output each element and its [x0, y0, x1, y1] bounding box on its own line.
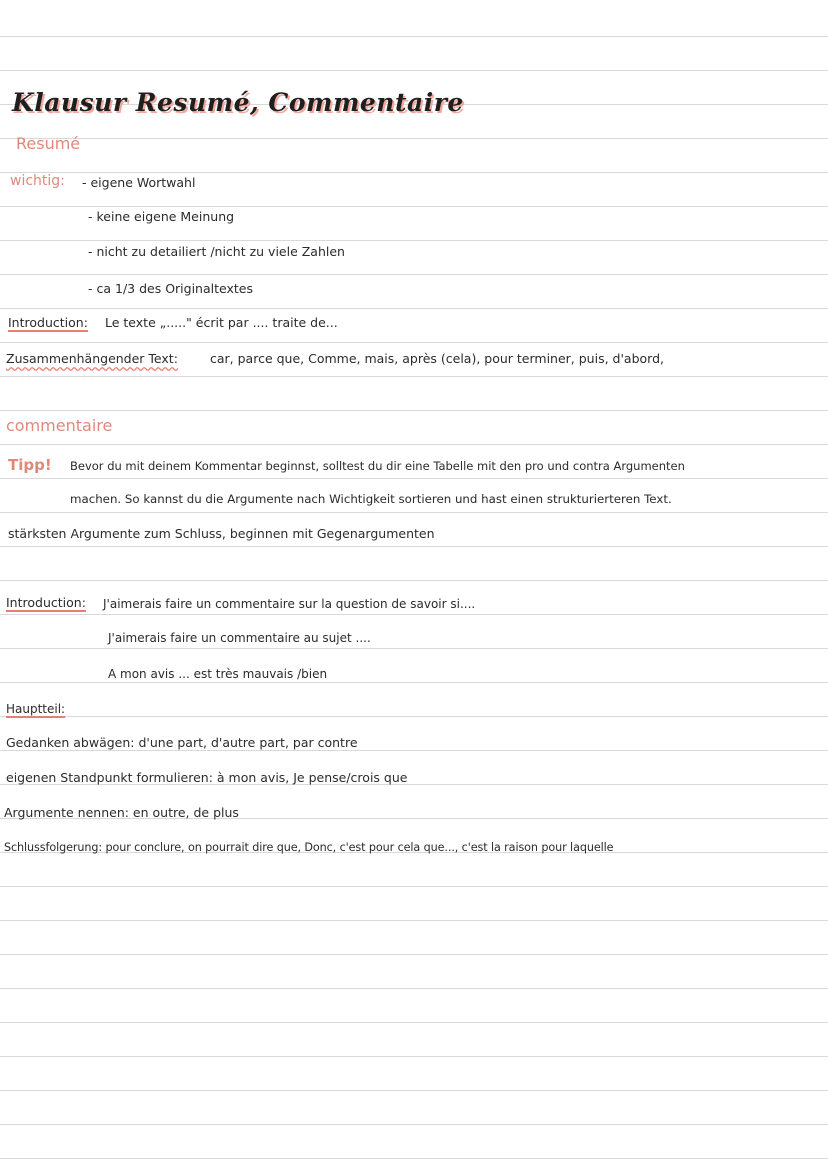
tipp-line-3: stärksten Argumente zum Schluss, beginnen mit Gegenargumenten [8, 526, 435, 541]
hauptteil-line-1: Gedanken abwägen: d'une part, d'autre part, par contre [6, 735, 358, 750]
tipp-line-2: machen. So kannst du die Argumente nach Wichtigkeit sortieren und hast einen strukturierteren Text. [70, 492, 672, 506]
resume-intro-text: Le texte „....." écrit par .... traite de... [105, 315, 338, 330]
resume-item-1: - eigene Wortwahl [82, 175, 196, 190]
resume-intro-label: Introduction: [8, 315, 88, 330]
resume-item-4: - ca 1/3 des Originaltextes [88, 281, 253, 296]
zusammenhaengender-text-words: car, parce que, Comme, mais, après (cela), pour terminer, puis, d'abord, [210, 351, 664, 366]
hauptteil-line-4: Schlussfolgerung: pour conclure, on pourrait dire que, Donc, c'est pour cela que..., c'est la raison pour laquelle [4, 841, 614, 854]
page-title: Klausur Resumé, Commentaire [12, 88, 464, 117]
zusammenhaengender-text-label: Zusammenhängender Text: [6, 351, 178, 366]
commentaire-intro-line-1: J'aimerais faire un commentaire sur la question de savoir si.... [103, 597, 476, 611]
hauptteil-line-2: eigenen Standpunkt formulieren: à mon avis, Je pense/crois que [6, 770, 408, 785]
commentaire-intro-label: Introduction: [6, 595, 86, 610]
resume-heading: Resumé [16, 134, 81, 153]
commentaire-intro-line-2: J'aimerais faire un commentaire au sujet .... [108, 631, 371, 645]
hauptteil-label: Hauptteil: [6, 702, 66, 716]
commentaire-intro-line-3: A mon avis ... est très mauvais /bien [108, 667, 328, 681]
hauptteil-line-3: Argumente nennen: en outre, de plus [4, 805, 239, 820]
commentaire-heading: commentaire [6, 416, 113, 435]
wichtig-label: wichtig: [10, 173, 65, 189]
resume-item-2: - keine eigene Meinung [88, 209, 235, 224]
tipp-label: Tipp! [8, 456, 52, 474]
tipp-line-1: Bevor du mit deinem Kommentar beginnst, solltest du dir eine Tabelle mit den pro und contra Argumenten [70, 459, 685, 473]
resume-item-3: - nicht zu detailiert /nicht zu viele Zahlen [88, 244, 345, 259]
